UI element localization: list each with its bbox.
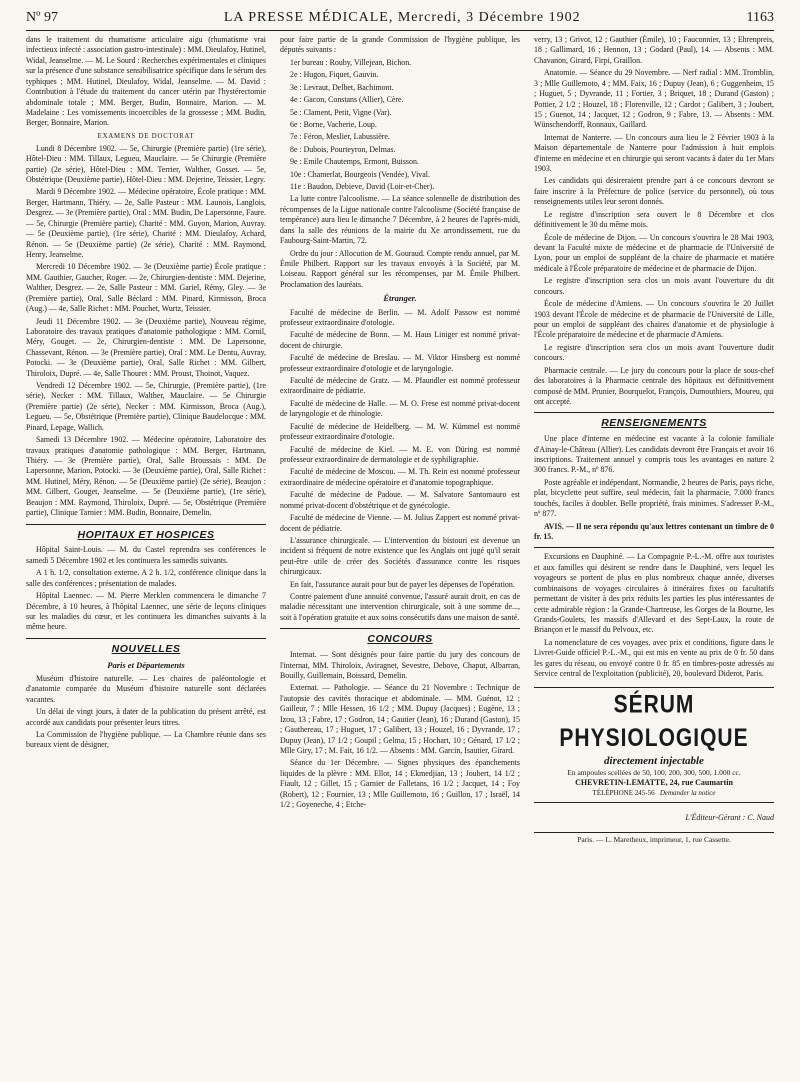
journal-title: LA PRESSE MÉDICALE, Mercredi, 3 Décembre 1902 <box>223 10 581 25</box>
paragraph: Le registre d'inscription sera clos un mois avant l'ouverture dudit concours. <box>534 342 774 363</box>
printer-line: Paris. — L. Maretheux, imprimeur, 1, rue Cassette. <box>534 832 774 845</box>
paragraph: Faculté de médecine de Breslau. — M. Viktor Hinsberg est nommé professeur extraordinaire d'otologie et de laryngologie. <box>280 353 520 373</box>
columns <box>26 35 774 1075</box>
paragraph: Lundi 8 Décembre 1902. — 5e, Chirurgie (Première partie) (1re série), Hôtel-Dieu : MM. Tillaux, Legueu, Mauclaire. — 5e Chirurgie (Première partie) (2e série), Hôtel-Dieu : MM. Terrier, Walther, Gosset. — 5e, Obstétrique (Deuxième partie), Hôtel-Dieu : MM. Dejerine, Teissier, Legry. <box>26 143 266 185</box>
section-title: RENSEIGNEMENTS <box>601 417 707 430</box>
paragraph: Faculté de médecine de Halle. — M. O. Frese est nommé privat-docent de laryngologie et de rhinologie. <box>280 398 520 419</box>
bureau-line: 5e : Clament, Petit, Vigne (Var). <box>290 107 392 117</box>
paragraph: École de médecine d'Amiens. — Un concours s'ouvrira le 20 Juillet 1903 devant l'École de médecine et de pharmacie de l'Université de Lille, pour un emploi de suppléant des chaires d'anatomie et de physiologie à l'École préparatoire de médecine et de pharmacie d'Amiens. <box>534 299 774 340</box>
divider <box>280 628 520 629</box>
divider <box>534 547 774 548</box>
section-title: NOUVELLES <box>111 642 181 655</box>
bureau-line: 2e : Hugon, Fiquet, Gauvin. <box>290 70 379 80</box>
paragraph: Un délai de vingt jours, à dater de la publication du présent arrêté, est accordé aux candidats pour présenter leurs titres. <box>26 707 266 727</box>
paragraph: Anatomie. — Séance du 29 Novembre. — Nerf radial : MM. Tromblin, 3 ; Mlle Guillemoto, 4 ; MM. Faix, 16 ; Dupuy (Jean), 6 ; Guggenheim, 15 ; Huguet, 5 ; Dyvrande, 11 ; Fortier, 3 ; Briquet, 18 ; Durand (Gaston) ; Pottier, 2 1/2 ; Houzel, 18 ; Florenville, 12 ; Cardot ; Galibert, 3 ; Joubert, 15 ; Guenot, 14 ; Jacquet, 12 ; Godron, 9 ; Fabre, 13. — Absents : MM. Wünschendorff, Ronnaux, Gaillard. <box>534 68 774 130</box>
paragraph: La Commission de l'hygiène publique. — La Chambre réunie dans ses bureaux vient de désigner, <box>26 729 266 750</box>
ad-notice: Demander la notice <box>659 788 716 797</box>
paragraph: Poste agréable et indépendant, Normandie, 2 heures de Paris, pays riche, plat, bicyclette peut suffire, seul médecin, fait la pharmacie, 7.000 francs touchés, faciles à doubler. Belle propriété, frais minimes. S'adresser P.-M., nº 877. <box>534 477 774 519</box>
paragraph: Faculté de médecine de Padoue. — M. Salvatore Santomauro est nommé privat-docent d'obstétrique et de gynécologie. <box>280 490 520 510</box>
ad-title: SÉRUM PHYSIOLOGIQUE <box>559 691 749 753</box>
paragraph: Excursions en Dauphiné. — La Compagnie P.-L.-M. offre aux touristes et aux familles qui désirent se rendre dans le Dauphiné, vers lequel les voyageurs se portent de plus en plus nombreux chaque année, diverses combinaisons de voyages circulaires à itinéraires fixes ou facultatifs permettant de visiter à des prix réduits les parties les plus intéressantes de cette admirable région : la Grande-Chartreuse, les Gorges de la Bourne, les Grands-Goulets, les massifs d'Allevard et des Sept-Laux, la route de Briançon et le massif du Pelvoux, etc. <box>534 552 774 635</box>
bureau-line: 7e : Féron, Meslier, Labussière. <box>290 132 390 142</box>
paragraph: pour faire partie de la grande Commission de l'hygiène publique, les députés suivants : <box>280 35 520 55</box>
paragraph: dans le traitement du rhumatisme articulaire aigu (rhumatisme vrai infectieux infecté : association gastro-intestinale) : MM. Dieulafoy, Hutinel, Widal, Jeanselme. — M. Le Sourd : Recherches expérimentales et cliniques sur la présence d'une substance sensibilisatrice spécifique dans le sérum des typhiques ; MM. Hutinel, Dieulafoy, Widal, Jeanselme. — M. David : Contribution à l'étude du traitement du cancer utérin par l'hystérectomie abdominale totale ; MM. Berger, Budin, Bonnaire, Marion. — M. Madelaine : Les vomissements incoercibles de la grossesse ; MM. Budin, Berger, Bonnaire, Marion. <box>26 35 266 128</box>
paragraph: Internat. — Sont désignés pour faire partie du jury des concours de l'internat, MM. Thiroloix, Aviragnet, Sevestre, Debove, Chaput, Albarran, Bouilly, Guillemain, Boissard, Demelin. <box>280 650 520 681</box>
bureau-line: 3e : Levraut, Delbet, Bachimont. <box>290 82 394 92</box>
bureau-line: 11e : Baudon, Debieve, David (Loir-et-Cher). <box>290 182 435 192</box>
bureau-line: 4e : Gacon, Constans (Allier), Cère. <box>290 95 404 105</box>
paragraph: Faculté de médecine de Vienne. — M. Julius Zappert est nommé privat-docent de pédiatrie. <box>280 513 520 533</box>
ad-subtitle: directement injectable <box>604 754 704 767</box>
paragraph: Internat de Nanterre. — Un concours aura lieu le 2 Février 1903 à la Maison départementale de Nanterre pour l'admission à huit emplois d'interne en médecine et en chirurgie qui seront vacants à dater du 1er Mars 1903. <box>534 132 774 174</box>
paragraph: L'assurance chirurgicale. — L'intervention du bistouri est devenue un incident si fréquent de notre existence que les Anglais ont jugé qu'il serait peut-être utile de créer des Sociétés d'assurance contre les risques chirurgicaux. <box>280 535 520 577</box>
paragraph: Pharmacie centrale. — Le jury du concours pour la place de sous-chef des laboratoires à la Pharmacie centrale des hôpitaux est définitivement composé de MM. Prunier, Bourquelot, François, Dumouthiers, Moureu, qui ont accepté. <box>534 365 774 406</box>
paragraph: A 1 h. 1/2, consultation externe. A 2 h. 1/2, conférence clinique dans la salle des conférences ; présentation de malades. <box>26 568 266 588</box>
paragraph: Séance du 1er Décembre. — Signes physiques des épanchements liquides de la plèvre : MM. Ellot, 14 ; Ekmedjian, 13 ; Joubert, 14 1/2 ; Fiault, 12 ; Gillet, 15 ; Garnier de Falletans, 16 1/2 ; Jacquet, 14 ; Foy (Robert), 12 ; Fournier, 13 ; Mlle Guillemoto, 16 ; Guillon, 17 ; Israël, 14 1/2 ; Goyeneche, 4 ; Etche- <box>280 758 520 810</box>
paragraph: Hôpital Saint-Louis. — M. du Castel reprendra ses conférences le samedi 5 Décembre 1902 et les continuera les samedis suivants. <box>26 545 266 565</box>
paragraph: Faculté de médecine de Kiel. — M. E. von Düring est nommé professeur extraordinaire de dermatologie et de syphiligraphie. <box>280 444 520 464</box>
paragraph: Externat. — Pathologie. — Séance du 21 Novembre : Technique de l'autopsie des cavités thoracique et abdominale. — MM. Guénot, 12 ; Gailleur, 7 ; Mlle Hessen, 16 1/2 ; MM. Dupuy (Jacques) ; Eugène, 13 ; Izou, 13 ; Fabre, 17 ; Godron, 14 ; Gautier (Jean), 16 ; Durand (Gaston), 15 ; Gauthereau, 17 ; Huguet, 17 ; Galibert, 13 ; Houzel, 16 ; Dyvrande, 17 ; Dupuy (Jean), 17 1/2 ; Goupil ; Gelma, 15 ; Hochart, 10 ; Génard, 17 1/2 ; Mlle Giry, 17 ; M. Fait, 16 1/2. — Absents : MM. Garcin, Isautier, Girard. <box>280 683 520 755</box>
paragraph: Faculté de médecine de Bonn. — M. Haus Liniger est nommé privat-docent de chirurgie. <box>280 330 520 350</box>
paragraph: Samedi 13 Décembre 1902. — Médecine opératoire, Laboratoire des travaux pratiques d'anatomie pathologique : MM. Berger, Hartmann, Thiéry. — 3e (Première partie), Oral, Salle Broussais : MM. De Lapersonne, Marion, Potocki. — 3e (Deuxième partie), Oral, Salle Richet : MM. Hutinel, Méry, Rénon. — 5e (Deuxième partie) (2e série), Beaujon : MM. Gilbert, Gouget, Jeanselme. — 5e (Deuxième partie), (1re série), Beaujon : MM. Raymond, Thiroloix, Dupré. — 5e, Obstétrique (Première partie), Clinique Tarnier : MM. Budin, Bonnaire, Demelin. <box>26 435 266 518</box>
ad-details: En ampoules scellées de 50, 100, 200, 300, 500, 1.000 cc. <box>567 768 741 778</box>
column-1 <box>26 35 266 1075</box>
paragraph: École de médecine de Dijon. — Un concours s'ouvrira le 28 Mai 1903, devant la Faculté mixte de médecine et de pharmacie de l'Université de Lyon, pour un emploi de suppléant de la chaire de pharmacie et matière médicale à l'École préparatoire de médecine et de pharmacie de Dijon. <box>534 232 774 273</box>
paragraph: Vendredi 12 Décembre 1902. — 5e, Chirurgie, (Première partie), (1re série), Necker : MM. Tillaux, Walther, Mauclaire. — 5e Chirurgie (Première partie) (2e série), Necker : MM. Kirmisson, Broca (Aug.), Legueu. — 5e, Obstétrique (Première partie), Clinique Baudelocque : MM. Pinard, Lepage, Wallich. <box>26 381 266 432</box>
paragraph: En fait, l'assurance aurait pour but de payer les dépenses de l'opération. <box>290 579 515 589</box>
paragraph: Le registre d'inscription sera ouvert le 8 Décembre et clos définitivement le 30 du même mois. <box>534 209 774 230</box>
paragraph: Mardi 9 Décembre 1902. — Médecine opératoire, École pratique : MM. Berger, Hartmann, Thiéry. — 2e, Salle Pasteur : MM. Launois, Langlois, Desgrez. — 3e (Première partie), Oral : MM. Budin, De Lapersonne, Faure. — 5e, Chirurgie (Première partie), Charité : MM. Guyon, Marion, Auvray. — 5e (Deuxième partie), (1re série), Charité : MM. Dieulafoy, Achard, Rénon. — 5e (Deuxième partie) (2e série), Charité : MM. Raymond, Henry, Jeanselme. <box>26 187 266 259</box>
paragraph: Faculté de médecine de Berlin. — M. Adolf Passow est nommé professeur extraordinaire d'otologie. <box>280 307 520 327</box>
advertisement <box>534 687 774 803</box>
column-2 <box>280 35 520 1075</box>
paragraph: La nomenclature de ces voyages, avec prix et conditions, figure dans le Livret-Guide officiel P.-L.-M., qui est mis en vente au prix de 0 fr. 50 dans les gares du réseau, ou envoyé contre 0 fr. 85 en timbres-poste adressés au Service central de l'exploitation (publicité), 20, boulevard Diderot, Paris. <box>534 637 774 679</box>
page-number: 1163 <box>746 10 774 25</box>
paragraph: Hôpital Laennec. — M. Pierre Merklen commencera le dimanche 7 Décembre, à 10 heures, à l'hôpital Laennec, une série de leçons cliniques sur les maladies du cœur, et les continuera les dimanches suivants à la même heure. <box>26 591 266 632</box>
section-title: HOPITAUX ET HOSPICES <box>77 528 215 541</box>
bureau-line: 6e : Borne, Vacherie, Loup. <box>290 119 377 129</box>
page-header <box>26 10 774 31</box>
paragraph: La lutte contre l'alcoolisme. — La séance solennelle de distribution des récompenses de la Ligue nationale contre l'alcoolisme (Société française de tempérance) aura lieu le dimanche 7 Décembre, à 2 heures de l'après-midi, dans la salle des réunions de la mairie du Xe arrondissement, rue du Faubourg-Saint-Martin, 72. <box>280 194 520 246</box>
section-heading: EXAMENS DE DOCTORAT <box>97 132 195 140</box>
paragraph: Une place d'interne en médecine est vacante à la colonie familiale d'Ainay-le-Château (Allier). Les candidats devront être Français et avoir 16 inscriptions. Traitement annuel y compris tous les avantages en nature 2 300 francs. P.-M., nº 876. <box>534 434 774 475</box>
notice: AVIS. — Il ne sera répondu qu'aux lettres contenant un timbre de 0 fr. 15. <box>534 521 774 541</box>
paragraph: Le registre d'inscription sera clos un mois avant l'ouverture du dit concours. <box>534 276 774 296</box>
paragraph: Jeudi 11 Décembre 1902. — 3e (Deuxième partie), Nouveau régime, Laboratoire des travaux pratiques d'anatomie pathologique : MM. Cornil, Méry, Gouget. — 2e, Chirurgien-dentiste : MM. De Lapersonne, Chassevant, Rénon. — 3e (Première partie), Oral : MM. Le Dentu, Auvray, Potocki. — 3e (Deuxième partie), Oral, Salle Richet : MM. Gilbert, Thiroloix, Dupré. — 4e, Salle Thouret : MM. Proust, Thoinot, Vaquez. <box>26 316 266 378</box>
paragraph: Faculté de médecine de Gratz. — M. Pfaundler est nommé professeur extraordinaire de pédiatrie. <box>280 376 520 396</box>
column-3 <box>534 35 774 1075</box>
section-title: CONCOURS <box>367 633 433 646</box>
bureau-line: 1er bureau : Rouby, Villejean, Bichon. <box>290 57 412 67</box>
paragraph: Mercredi 10 Décembre 1902. — 3e (Deuxième partie) École pratique : MM. Gauthier, Gaucher, Roger. — 2e, Chirurgien-dentiste : MM. Dejerine, Walther, Desgrez. — 2e, Salle Pasteur : MM. Gariel, Rémy, Gley. — 3e (Première partie), Oral, Salle Béclard : MM. Pinard, Kirmisson, Broca (Aug.) — 4e, Salle Richet : MM. Pouchet, Wurtz, Teissier. <box>26 262 266 314</box>
divider <box>26 524 266 525</box>
bureau-line: 10e : Chamerlat, Bourgeois (Vendée), Vival. <box>290 169 430 179</box>
bureau-line: 9e : Emile Chautemps, Ermont, Buisson. <box>290 157 419 167</box>
paragraph: Ordre du jour : Allocution de M. Gouraud. Compte rendu annuel, par M. Émile Philbert. Rapport sur les travaux envoyés à la Société, par M. Loiseau. Rapport général sur les récompenses, par M. Émile Philbert. Proclamation des lauréats. <box>280 248 520 289</box>
paragraph: Les candidats qui désireraient prendre part à ce concours devront se faire inscrire à la Préfecture de police (service du personnel), où tous renseignements utiles leur seront donnés. <box>534 176 774 207</box>
ad-address: CHEVRETIN-LEMATTE, 24, rue Caumartin <box>575 778 733 788</box>
divider <box>534 412 774 413</box>
divider <box>26 638 266 639</box>
paragraph: Muséum d'histoire naturelle. — Les chaires de paléontologie et d'anatomie comparée du Muséum d'histoire naturelle sont déclarées vacantes. <box>26 673 266 704</box>
paragraph: Contre paiement d'une annuité convenue, l'assuré aurait droit, en cas de maladie nécessitant une intervention chirurgicale, soit à une somme de..., soit à l'opération gratuite et aux soins consécutifs dans une maison de santé. <box>280 592 520 622</box>
subsection-title: Paris et Départements <box>107 659 185 670</box>
paragraph: verry, 13 ; Grivot, 12 ; Gauthier (Émile), 10 ; Fauconnier, 13 ; Ehrenpreis, 18 ; Gallimard, 16 ; Hennon, 13 ; Godard (Paul), 14. — Absents : MM. Chavanon, Girard, Firpi, Graillon. <box>534 35 774 65</box>
ad-telephone: TÉLÉPHONE 245-56 <box>592 788 655 797</box>
issue-number: Nº 97 <box>26 10 58 25</box>
bureau-line: 8e : Dubois, Pourteyron, Delmas. <box>290 144 396 154</box>
subsection-title: Étranger. <box>383 293 417 304</box>
editor-line: L'Éditeur-Gérant : C. Naud <box>685 813 774 823</box>
paragraph: Faculté de médecine de Heidelberg. — M. W. Kümmel est nommé professeur extraordinaire d'otologie. <box>280 421 520 442</box>
paragraph: Faculté de médecine de Moscou. — M. Th. Rein est nommé professeur extraordinaire de médecine opératoire et d'anatomie topographique. <box>280 467 520 487</box>
